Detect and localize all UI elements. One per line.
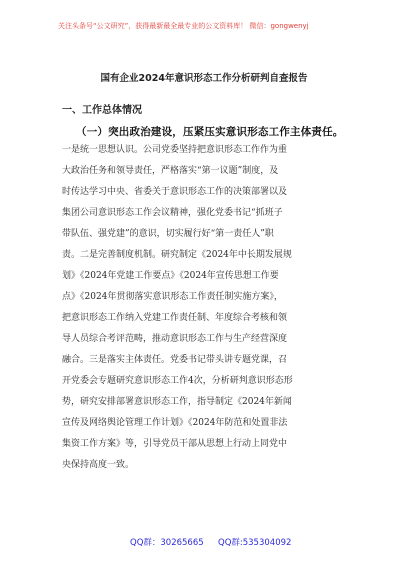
body-line: 集资工作方案》等，引导党员干部从思想上行动上同党中: [62, 439, 288, 449]
body-line: 带队伍、强党建”的意识，切实履行好“第一责任人”职: [62, 229, 274, 239]
body-line: 时传达学习中央、省委关于意识形态工作的决策部署以及: [62, 187, 288, 197]
promo-banner: 关注头条号“公文研究”，获得最新最全最专业的公文资料库！ 微信：gongwenyj: [58, 22, 309, 30]
sub-heading: （一）突出政治建设，压紧压实意识形态工作主体责任。: [76, 126, 344, 138]
body-line: 央保持高度一致。: [62, 460, 135, 470]
body-line: 点》《2024年贯彻落实意识形态工作责任制实施方案》，: [62, 292, 283, 302]
qq-group-left: QQ群：30265665: [130, 538, 204, 548]
body-line: 大政治任务和领导责任，严格落实“第一议题”制度，及: [62, 166, 279, 176]
body-line: 把意识形态工作纳入党建工作责任制、年度综合考核和领: [62, 313, 288, 323]
body-line: 划》《2024年党建工作要点》《2024年宣传思想工作要: [62, 271, 279, 281]
body-line: 势，研究安排部署意识形态工作，指导制定《2024年新闻: [62, 397, 292, 407]
body-line: 一是统一思想认识。公司党委坚持把意识形态工作作为重: [62, 145, 288, 155]
document-title: 国有企业2024年意识形态工作分析研判自查报告: [100, 73, 308, 84]
body-line: 集团公司意识形态工作会议精神，强化党委书记“抓班子: [62, 208, 283, 218]
body-line: 融合。三是落实主体责任。党委书记带头讲专题党课，召: [62, 355, 288, 365]
body-line: 开党委会专题研究意识形态工作4次，分析研判意识形态形: [62, 376, 293, 386]
body-line: 宣传及网络舆论管理工作计划》《2024年防范和处置非法: [62, 418, 288, 428]
qq-group-right: QQ群:535304092: [218, 538, 292, 548]
body-line: 导人员综合考评范畴，推动意识形态工作与生产经营深度: [62, 334, 288, 344]
body-line: 责。二是完善制度机制。研究制定《2024年中长期发展规: [62, 250, 292, 260]
section-heading: 一、工作总体情况: [62, 105, 142, 116]
